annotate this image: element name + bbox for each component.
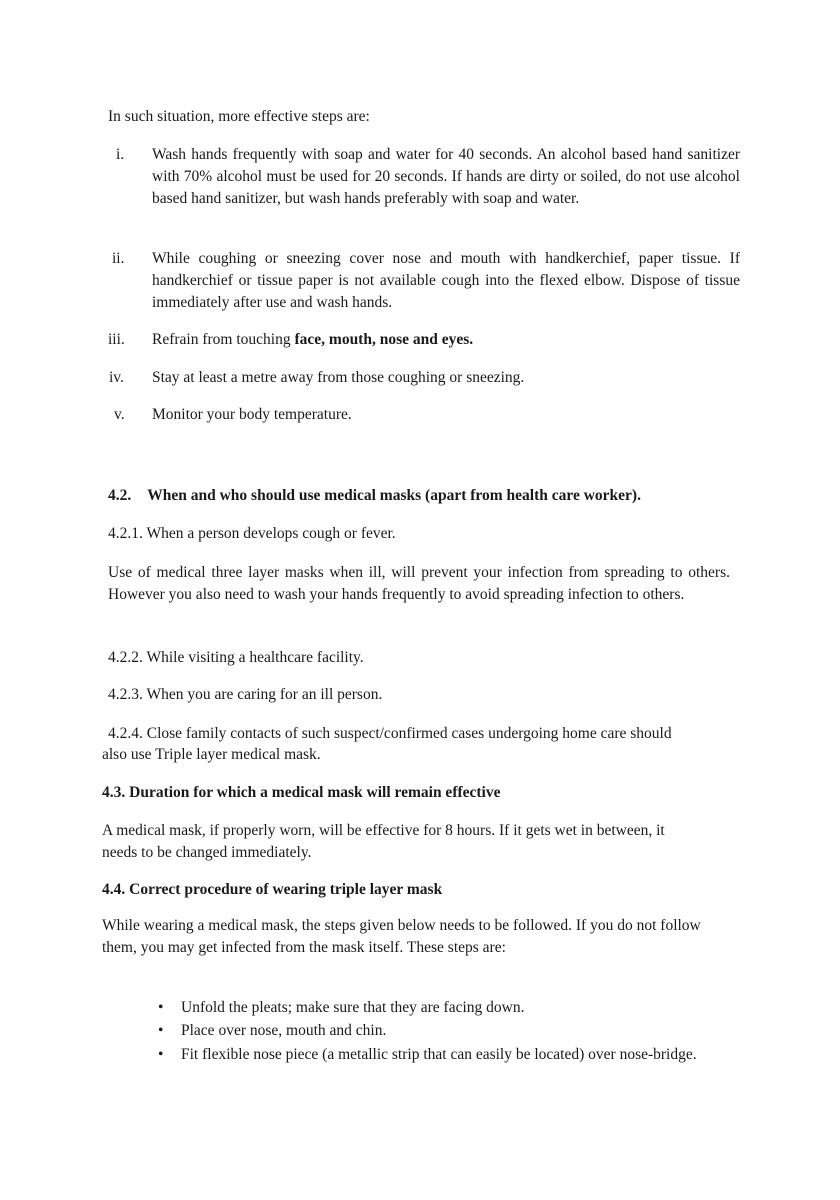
bullet-icon: • xyxy=(158,1022,164,1039)
subsection-4-2-1: 4.2.1. When a person develops cough or fever. xyxy=(108,525,396,542)
list-marker: iv. xyxy=(109,369,124,386)
intro-text: In such situation, more effective steps are: xyxy=(108,108,370,125)
list-item-text xyxy=(152,329,740,351)
bullet-text: Unfold the pleats; make sure that they are facing down. xyxy=(181,999,525,1016)
section-title: When and who should use medical masks (apart from health care worker). xyxy=(147,487,641,504)
list-item-text: Monitor your body temperature. xyxy=(152,406,352,423)
paragraph-4-4-line1: While wearing a medical mask, the steps given below needs to be followed. If you do not follow xyxy=(102,917,701,934)
list-item-text-plain: Refrain from touching xyxy=(152,331,295,348)
paragraph-4-4-line2: them, you may get infected from the mask itself. These steps are: xyxy=(102,939,506,956)
paragraph-4-3-line1: A medical mask, if properly worn, will be effective for 8 hours. If it gets wet in between, it xyxy=(102,822,665,839)
list-marker: ii. xyxy=(112,250,125,267)
list-marker: i. xyxy=(116,146,125,163)
list-marker: iii. xyxy=(108,331,125,348)
paragraph-4-3-line2: needs to be changed immediately. xyxy=(102,844,312,861)
list-item-text: Wash hands frequently with soap and water for 40 seconds. An alcohol based hand sanitizer with 70% alcohol must be used for 20 seconds. If hands are dirty or soiled, do not use alcohol based hand sanitizer, but wash hands preferably with soap and water. xyxy=(152,146,740,207)
bullet-icon: • xyxy=(158,1046,164,1063)
subsection-4-2-3: 4.2.3. When you are caring for an ill person. xyxy=(108,686,383,703)
section-heading-4-2 xyxy=(108,485,748,507)
paragraph-4-2-1: Use of medical three layer masks when ill, will prevent your infection from spreading to others. However you also need to wash your hands frequently to avoid spreading infection to others. xyxy=(108,564,730,603)
section-heading-4-4: 4.4. Correct procedure of wearing triple layer mask xyxy=(102,881,443,898)
bullet-text: Fit flexible nose piece (a metallic strip that can easily be located) over nose-bridge. xyxy=(181,1046,697,1063)
section-number: 4.2. xyxy=(108,487,132,504)
subsection-4-2-4-line2: also use Triple layer medical mask. xyxy=(102,746,321,763)
list-item-text-bold: face, mouth, nose and eyes. xyxy=(294,331,474,348)
list-item-text: Stay at least a metre away from those coughing or sneezing. xyxy=(152,369,525,386)
subsection-4-2-4-line1: 4.2.4. Close family contacts of such suspect/confirmed cases undergoing home care should xyxy=(108,725,672,742)
section-heading-4-3: 4.3. Duration for which a medical mask will remain effective xyxy=(102,784,501,801)
subsection-4-2-2: 4.2.2. While visiting a healthcare facility. xyxy=(108,649,364,666)
list-marker: v. xyxy=(114,406,125,423)
list-item-text: While coughing or sneezing cover nose and mouth with handkerchief, paper tissue. If handkerchief or tissue paper is not available cough into the flexed elbow. Dispose of tissue immediately after use and wash hands. xyxy=(152,250,740,311)
bullet-icon: • xyxy=(158,999,164,1016)
bullet-text: Place over nose, mouth and chin. xyxy=(181,1022,387,1039)
